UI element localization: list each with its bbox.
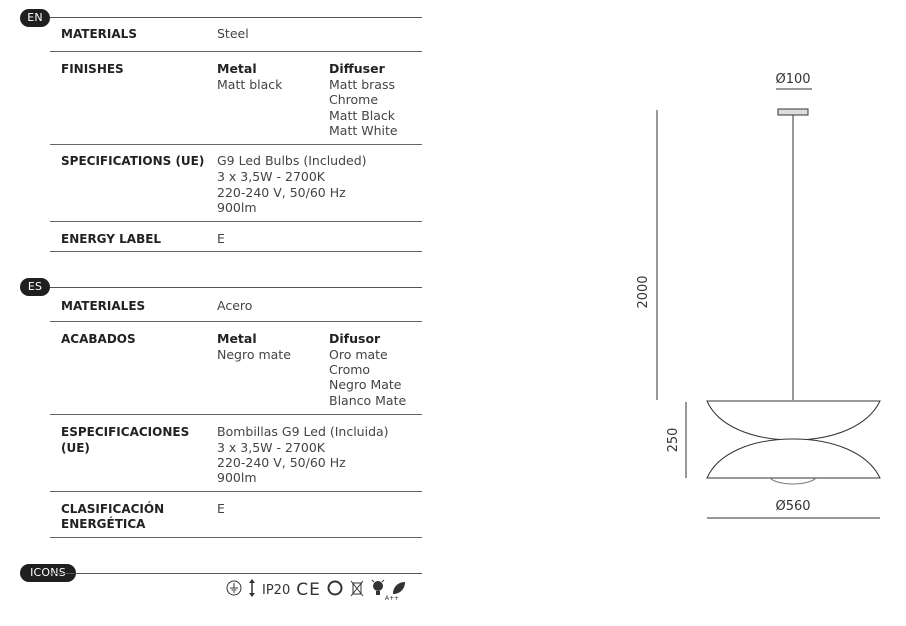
ip20-icon: IP20 (262, 582, 291, 598)
spec-line: 900lm (217, 200, 257, 215)
finishes-diffuser-value: Matt brass (329, 77, 395, 92)
clasificacion-value: E (217, 501, 225, 516)
section-top-line (50, 573, 422, 574)
materials-label: MATERIALS (61, 27, 137, 41)
materiales-label: MATERIALES (61, 299, 146, 313)
row-divider (50, 251, 422, 252)
clasificacion-label: ENERGÉTICA (61, 517, 146, 531)
spec-line: 3 x 3,5W - 2700K (217, 169, 326, 184)
finishes-diffuser-value: Matt White (329, 123, 398, 138)
section-tag-es: ES (20, 278, 50, 296)
specifications-label: SPECIFICATIONS (UE) (61, 154, 205, 168)
canopy (778, 109, 808, 115)
section-tag-en: EN (20, 9, 50, 27)
acabados-difusor-value: Blanco Mate (329, 393, 407, 408)
spec-line: 3 x 3,5W - 2700K (217, 440, 326, 455)
acabados-difusor-header: Difusor (329, 331, 381, 346)
materials-value: Steel (217, 26, 249, 41)
total-height-label: 2000 (636, 275, 651, 309)
acabados-metal-value: Negro mate (217, 347, 291, 362)
finishes-diffuser-value: Chrome (329, 92, 379, 107)
especificaciones-label: ESPECIFICACIONES (61, 425, 190, 439)
row-divider (50, 144, 422, 145)
clasificacion-label: CLASIFICACIÓN (61, 502, 165, 516)
led-bulb-icon (371, 579, 385, 601)
eco-leaf-icon (384, 581, 407, 602)
materiales-value: Acero (217, 298, 253, 313)
spec-line: G9 Led Bulbs (Included) (217, 153, 367, 168)
shade-height-label: 250 (666, 427, 681, 453)
finishes-diffuser-header: Diffuser (329, 61, 385, 76)
finishes-metal-header: Metal (217, 61, 257, 76)
recycle-icon (327, 580, 343, 600)
acabados-difusor-value: Negro Mate (329, 377, 402, 392)
upper-shade (707, 401, 880, 440)
earth-ground-icon (226, 580, 242, 600)
energy-value: E (217, 231, 225, 246)
height-adjustable-icon (248, 578, 256, 602)
section-tag-icons: ICONS (20, 564, 76, 582)
bulb-outline (770, 478, 816, 484)
row-divider (50, 221, 422, 222)
acabados-difusor-value: Oro mate (329, 347, 388, 362)
finishes-diffuser-value: Matt Black (329, 108, 396, 123)
certification-icons (226, 578, 407, 602)
energy-class-text: A++ (384, 595, 400, 602)
section-top-line (50, 17, 422, 18)
spec-line: 220-240 V, 50/60 Hz (217, 185, 346, 200)
row-divider (50, 537, 422, 538)
row-divider (50, 414, 422, 415)
spec-line: Bombillas G9 Led (Incluida) (217, 424, 389, 439)
energy-label: ENERGY LABEL (61, 232, 162, 246)
acabados-difusor-value: Cromo (329, 362, 371, 377)
especificaciones-label: (UE) (61, 441, 90, 455)
finishes-label: FINISHES (61, 62, 124, 76)
row-divider (50, 321, 422, 322)
row-divider (50, 491, 422, 492)
lower-shade (707, 439, 880, 478)
row-divider (50, 51, 422, 52)
acabados-label: ACABADOS (61, 332, 136, 346)
finishes-metal-value: Matt black (217, 77, 283, 92)
spec-line: 900lm (217, 470, 257, 485)
spec-line: 220-240 V, 50/60 Hz (217, 455, 346, 470)
section-top-line (50, 287, 422, 288)
shade-diameter-label: Ø560 (775, 499, 811, 514)
ce-mark-icon: CE (296, 580, 321, 600)
acabados-metal-header: Metal (217, 331, 257, 346)
pendant-lamp-drawing (620, 60, 900, 530)
weee-bin-icon (349, 579, 365, 601)
canopy-diameter-label: Ø100 (775, 72, 811, 87)
